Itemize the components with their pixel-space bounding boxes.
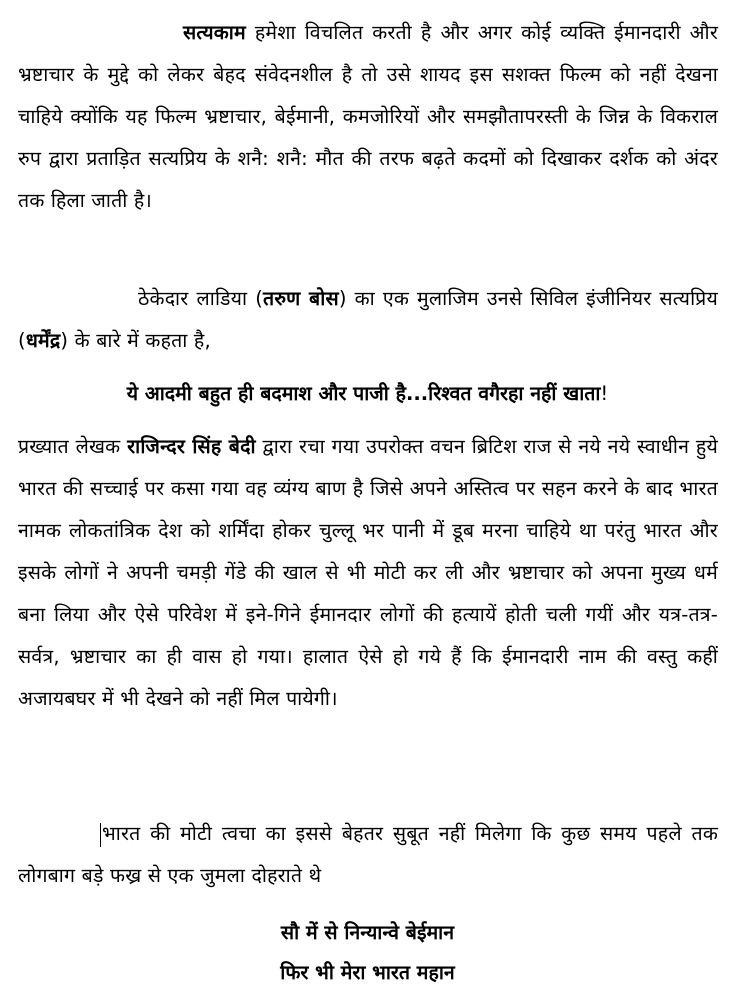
- paragraph-text-a: ठेकेदार लाडिया (: [138, 287, 263, 310]
- dialogue-quote: [0, 376, 735, 412]
- actor-tarun-bose: तरुण बोस: [263, 287, 339, 310]
- text-cursor: [100, 823, 101, 847]
- slogan-line-2: फिर भी मेरा भारत महान: [280, 961, 455, 984]
- paragraph-slogan-intro-text: भारत की मोटी त्वचा का इससे बेहतर सुबूत नहीं मिलेगा कि कुछ समय पहले तक लोगबाग बड़े फख्र से एक जुमला दोहराते थे: [18, 822, 718, 887]
- paragraph-slogan-intro: [18, 813, 718, 897]
- slogan-line-1: सौ में से निन्यान्वे बेईमान: [280, 921, 455, 944]
- paragraph-commentary: [18, 426, 718, 720]
- paragraph-text-a: प्रख्यात लेखक: [18, 435, 128, 458]
- paragraph-dialogue-context: [18, 278, 718, 362]
- paragraph-text-b: ) का एक मुलाजिम उनसे सिविल इंजीनियर सत्यप्रिय (: [18, 287, 718, 352]
- actor-dharmendra: धर्मेंद्र: [25, 329, 61, 352]
- dialogue-quote-end: !: [600, 382, 609, 405]
- paragraph-text-b: द्वारा रचा गया उपरोक्त वचन ब्रिटिश राज से नये नये स्वाधीन हुये भारत की सच्चाई पर कसा गया वह व्यंग्य बाण है जिसे अपने अस्तित्व पर सहन करने के बाद भारत नामक लोकतांत्रिक देश को शर्मिंदा होकर चुल्लू भर पानी में डूब मरना चाहिये था परंतु भारत और इसके लोगों ने अपनी चमड़ी गेंडे की खाल से भी मोटी कर ली और भ्रष्टाचार को अपना मुख्य धर्म बना लिया और ऐसे परिवेश में इने-गिने ईमानदार लोगों की हत्यायें होती चली गयीं और यत्र-तत्र-सर्वत्र, भ्रष्टाचार का ही वास हो गया। हालात ऐसे हो गये हैं कि ईमानदारी नाम की वस्तु कहीं अजायबघर में भी देखने को नहीं मिल पायेगी।: [18, 435, 718, 710]
- paragraph-intro: [18, 12, 718, 222]
- film-title: सत्यकाम: [183, 21, 246, 44]
- dialogue-quote-text: ये आदमी बहुत ही बदमाश और पाजी है...रिश्वत वगैरहा नहीं खाता: [126, 382, 601, 405]
- paragraph-intro-text: हमेशा विचलित करती है और अगर कोई व्यक्ति ईमानदारी और भ्रष्टाचार के मुद्दे को लेकर बेहद संवेदनशील है तो उसे शायद इस सशक्त फिल्म को नहीं देखना चाहिये क्योंकि यह फिल्म भ्रष्टाचार, बेईमानी, कमजोरियों और समझौतापरस्ती के जिन्न के विकराल रुप द्वारा प्रताड़ित सत्यप्रिय के शनै: शनै: मौत की तरफ बढ़ते कदमों को दिखाकर दर्शक को अंदर तक हिला जाती है।: [18, 21, 718, 212]
- paragraph-text-c: ) के बारे में कहता है,: [60, 329, 211, 352]
- author-name: राजिन्दर सिंह बेदी: [127, 435, 256, 458]
